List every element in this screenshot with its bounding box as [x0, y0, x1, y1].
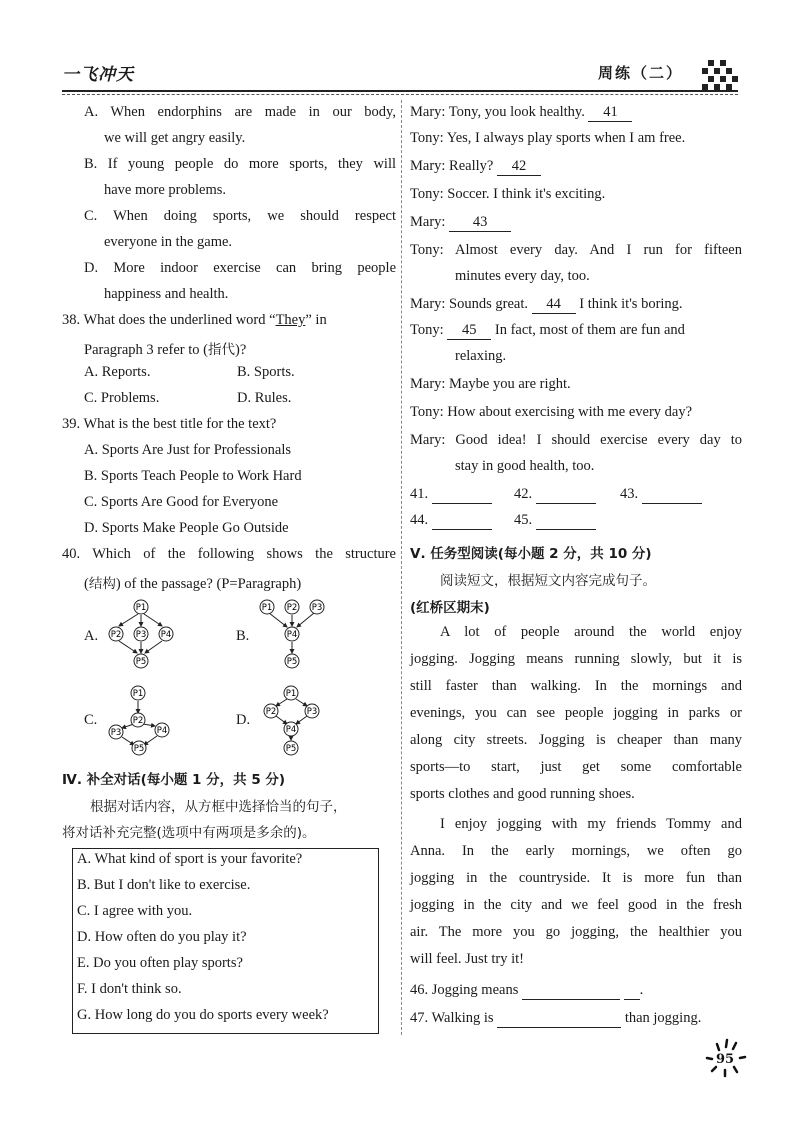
node-label-p2: P2: [110, 630, 122, 640]
answer-blank-43[interactable]: [642, 486, 702, 504]
dialogue-line-8c: relaxing.: [455, 348, 507, 364]
node-label-p4: P4: [285, 725, 297, 735]
q40-chinese-gloss: 结构: [88, 576, 116, 592]
q47-blank[interactable]: [497, 1010, 621, 1028]
header-rule-dashed: [62, 94, 738, 95]
section4-title: Ⅳ. 补全对话(每小题 1 分，共 5 分): [62, 772, 286, 788]
dialogue-line-11a: Mary: Good idea! I should exercise every day to: [410, 432, 742, 448]
structure-diagram-a: [104, 598, 182, 670]
q38-stem-1: [62, 312, 396, 329]
q38-stem-text-end: ” in: [305, 312, 327, 328]
blank-41[interactable]: 41: [588, 104, 632, 122]
dialogue-option-g: G. How long do you do sports every week?: [77, 1007, 329, 1023]
dialogue-line-9: Mary: Maybe you are right.: [410, 376, 571, 392]
q37-option-c-2: everyone in the game.: [104, 234, 233, 250]
q38-option-b: B. Sports.: [237, 364, 295, 380]
page-number-badge: [703, 1038, 747, 1078]
passage-p2-line-2: Anna. In the early mornings, we often go: [410, 843, 742, 859]
section5-instruction: 阅读短文，根据短文内容完成句子。: [440, 573, 656, 589]
answer-43: [620, 486, 702, 504]
passage-p2-line-1: I enjoy jogging with my friends Tommy and: [440, 816, 742, 832]
q38-stem2-end: )?: [235, 342, 247, 358]
blank-45[interactable]: 45: [447, 322, 491, 340]
q46-blank-2[interactable]: [624, 982, 640, 1000]
q37-option-a-1: A. When endorphins are made in our body,: [84, 104, 396, 120]
dialogue-option-c: C. I agree with you.: [77, 903, 193, 919]
q37-option-d-2: happiness and health.: [104, 286, 229, 302]
q47-text: 47. Walking is: [410, 1010, 494, 1026]
dialogue-line-6a: Tony: Almost every day. And I run for fifteen: [410, 242, 742, 258]
page-number: 95: [715, 1052, 735, 1067]
passage-p1-line-1: A lot of people around the world enjoy: [440, 624, 742, 640]
q38-option-a: A. Reports.: [84, 364, 151, 380]
q40-option-b-letter: B.: [236, 628, 250, 644]
dialogue-text-end: In fact, most of them are fun and: [494, 322, 685, 338]
blank-43[interactable]: 43: [449, 214, 511, 232]
answer-blank-42[interactable]: [536, 486, 596, 504]
passage-p2-line-4: jogging in the city and we feel good in the fresh: [410, 897, 742, 913]
node-label-p3: P3: [311, 603, 323, 613]
dialogue-option-f: F. I don't think so.: [77, 981, 182, 997]
dialogue-line-5: [410, 214, 511, 232]
dialogue-line-2: Tony: Yes, I always play sports when I am free.: [410, 130, 686, 146]
question-47: [410, 1010, 701, 1028]
q40-stem2-end: ) of the passage? (P=Paragraph): [115, 576, 302, 592]
q40-option-d-letter: D.: [236, 712, 251, 728]
dialogue-line-7: [410, 296, 683, 314]
dialogue-option-e: E. Do you often play sports?: [77, 955, 243, 971]
column-divider: [401, 100, 402, 1035]
answer-label: 43.: [620, 486, 639, 502]
q40-stem-2: [84, 572, 301, 593]
q39-option-d: D. Sports Make People Go Outside: [84, 520, 289, 536]
section5-title: Ⅴ. 任务型阅读(每小题 2 分，共 10 分): [410, 546, 652, 562]
q38-stem-text: 38. What does the underlined word “: [62, 312, 276, 328]
page-number-rays-icon: [703, 1038, 747, 1078]
section5-source: (红桥区期末): [410, 600, 490, 616]
passage-p1-line-7: sports clothes and good running shoes.: [410, 786, 635, 802]
answer-blank-41[interactable]: [432, 486, 492, 504]
answer-41: [410, 486, 492, 504]
structure-diagram-c: [104, 684, 182, 756]
passage-p2-line-3: jogging in the countryside. It is more fun than: [410, 870, 742, 886]
q37-option-a-2: we will get angry easily.: [104, 130, 246, 146]
passage-p1-line-6: sports—to start, just get some comfortable: [410, 759, 742, 775]
node-label-p2: P2: [265, 707, 277, 717]
q39-option-a: A. Sports Are Just for Professionals: [84, 442, 292, 458]
structure-diagram-d: [255, 684, 333, 756]
node-label-p1: P1: [132, 689, 144, 699]
node-label-p1: P1: [135, 603, 147, 613]
dialogue-text: Mary: Really?: [410, 158, 494, 174]
q38-stem-2: [84, 338, 246, 359]
dialogue-options-box: [72, 848, 379, 1034]
passage-p2-line-5: air. The more you go jogging, the healthier you: [410, 924, 742, 940]
node-label-p5: P5: [135, 657, 147, 667]
q40-option-c-letter: C.: [84, 712, 98, 728]
node-label-p3: P3: [110, 728, 122, 738]
q37-option-d-1: D. More indoor exercise can bring people: [84, 260, 396, 276]
answer-44: [410, 512, 492, 530]
node-label-p5: P5: [133, 744, 145, 754]
node-label-p1: P1: [285, 689, 297, 699]
structure-diagram-b: [255, 598, 333, 670]
q46-end: .: [639, 982, 644, 998]
weekly-title: 周练（二）: [598, 64, 684, 82]
dialogue-line-4: Tony: Soccer. I think it's exciting.: [410, 186, 606, 202]
blank-42[interactable]: 42: [497, 158, 541, 176]
dialogue-text-end: I think it's boring.: [579, 296, 683, 312]
q38-underlined-word: They: [275, 312, 306, 328]
answer-45: [514, 512, 596, 530]
dialogue-line-11b: stay in good health, too.: [455, 458, 595, 474]
q37-option-b-1: B. If young people do more sports, they will: [84, 156, 396, 172]
brand-logo: 一飞冲天: [62, 65, 134, 85]
q38-chinese-gloss: 指代: [208, 342, 235, 358]
dialogue-line-10: Tony: How about exercising with me every day?: [410, 404, 693, 420]
passage-p1-line-2: jogging. Jogging means running slowly, but it is: [410, 651, 742, 667]
dialogue-line-6b: minutes every day, too.: [455, 268, 590, 284]
node-label-p4: P4: [156, 726, 168, 736]
page-header: [0, 0, 800, 100]
dialogue-text: Mary: Sounds great.: [410, 296, 528, 312]
q38-stem2-text: Paragraph 3 refer to (: [84, 342, 208, 358]
node-label-p4: P4: [286, 630, 298, 640]
dialogue-line-3: [410, 158, 541, 176]
q46-text: 46. Jogging means: [410, 982, 519, 998]
answer-blank-45[interactable]: [536, 512, 596, 530]
q47-end: than jogging.: [624, 1010, 702, 1026]
q46-blank[interactable]: [522, 982, 620, 1000]
q39-stem: 39. What is the best title for the text?: [62, 416, 277, 432]
q40-paren: (: [84, 576, 89, 592]
q40-stem-1: 40. Which of the following shows the structure: [62, 546, 396, 562]
node-label-p3: P3: [135, 630, 147, 640]
node-label-p3: P3: [306, 707, 318, 717]
blank-44[interactable]: 44: [532, 296, 576, 314]
answer-blank-44[interactable]: [432, 512, 492, 530]
node-label-p2: P2: [132, 716, 144, 726]
dialogue-text: Tony:: [410, 322, 444, 338]
section4-instruction-2: 将对话补充完整(选项中有两项是多余的)。: [62, 825, 316, 841]
q39-option-b: B. Sports Teach People to Work Hard: [84, 468, 302, 484]
checker-decoration: [700, 60, 740, 90]
answer-label: 44.: [410, 512, 429, 528]
dialogue-option-a: A. What kind of sport is your favorite?: [77, 851, 303, 867]
passage-p1-line-3: still faster than walking. In the mornings and: [410, 678, 742, 694]
answer-label: 45.: [514, 512, 533, 528]
passage-p2-line-6: will feel. Just try it!: [410, 951, 524, 967]
dialogue-option-b: B. But I don't like to exercise.: [77, 877, 251, 893]
node-label-p1: P1: [261, 603, 273, 613]
passage-p1-line-5: along city streets. Jogging is cheaper than many: [410, 732, 742, 748]
node-label-p5: P5: [285, 744, 297, 754]
q38-option-d: D. Rules.: [237, 390, 292, 406]
dialogue-option-d: D. How often do you play it?: [77, 929, 247, 945]
node-label-p2: P2: [286, 603, 298, 613]
dialogue-line-1: [410, 104, 632, 122]
answer-label: 42.: [514, 486, 533, 502]
dialogue-line-8: [410, 322, 685, 340]
answer-label: 41.: [410, 486, 429, 502]
question-46: [410, 982, 643, 1000]
header-rule: [62, 90, 738, 92]
passage-p1-line-4: evenings, you can see people jogging in parks or: [410, 705, 742, 721]
section4-instruction-1: 根据对话内容，从方框中选择恰当的句子，: [90, 799, 347, 815]
q38-option-c: C. Problems.: [84, 390, 160, 406]
node-label-p5: P5: [286, 657, 298, 667]
answer-42: [514, 486, 596, 504]
dialogue-text: Mary: Tony, you look healthy.: [410, 104, 585, 120]
q37-option-c-1: C. When doing sports, we should respect: [84, 208, 396, 224]
q37-option-b-2: have more problems.: [104, 182, 227, 198]
q39-option-c: C. Sports Are Good for Everyone: [84, 494, 279, 510]
q40-option-a-letter: A.: [84, 628, 99, 644]
dialogue-text: Mary:: [410, 214, 446, 230]
node-label-p4: P4: [160, 630, 172, 640]
